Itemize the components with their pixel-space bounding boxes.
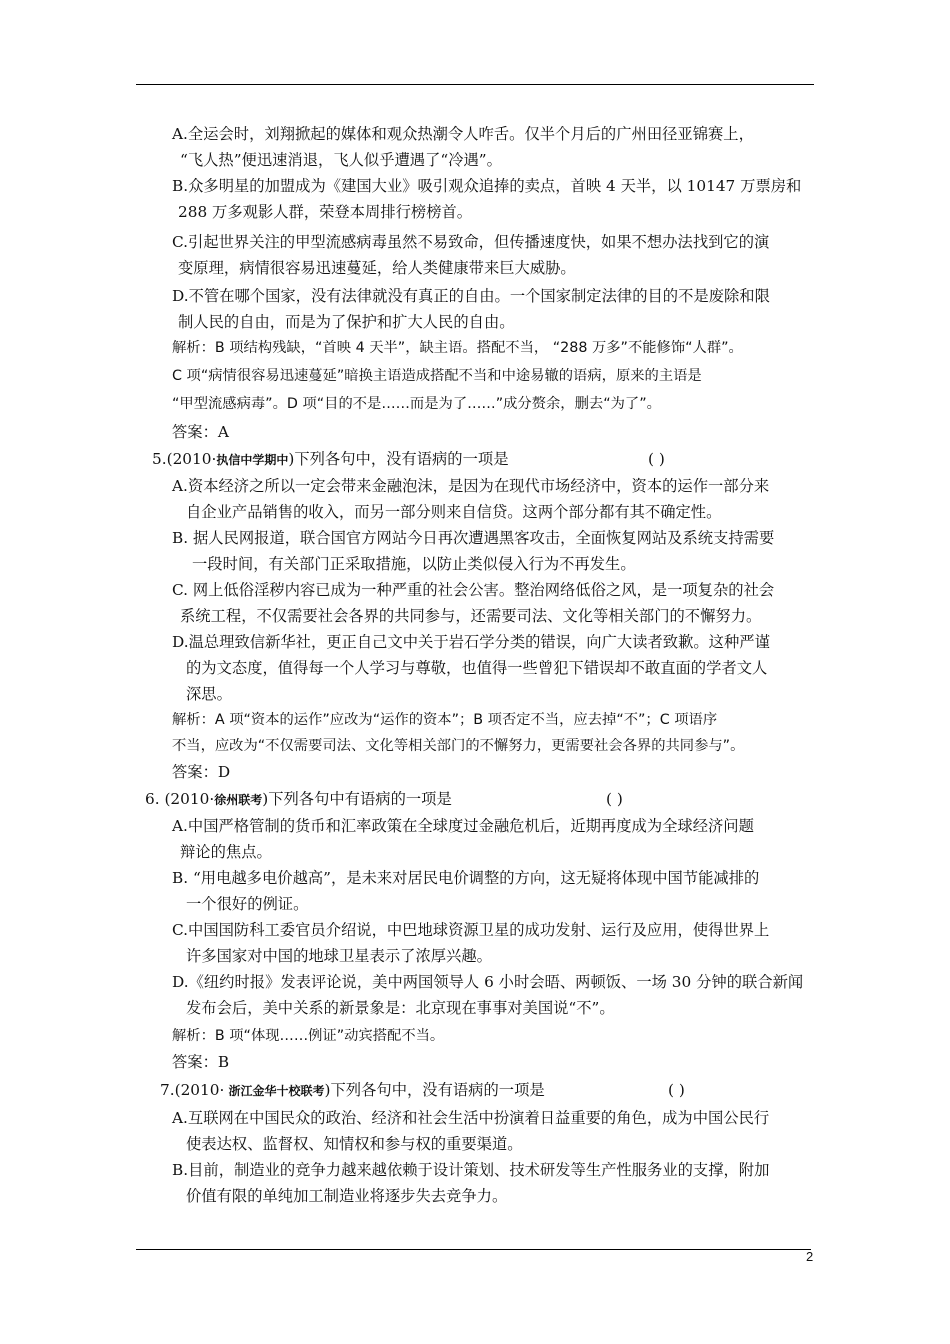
- option-b-line1: B. 据人民网报道，联合国官方网站今日再次遭遇黑客攻击，全面恢复网站及系统支持需要: [172, 529, 775, 547]
- option-a-line1: A.互联网在中国民众的政治、经济和社会生活中扮演着日益重要的角色，成为中国公民行: [172, 1109, 770, 1127]
- question-source: 徐州联考: [214, 793, 263, 807]
- answer: 答案：B: [172, 1053, 230, 1071]
- answer-blank: ( ): [648, 450, 665, 468]
- question-6-stem: [145, 789, 452, 810]
- question-text: )下列各句中，没有语病的一项是: [324, 1081, 545, 1099]
- answer-blank: ( ): [668, 1081, 685, 1099]
- option-d-line2: 的为文态度，值得每一个人学习与尊敬，也值得一些曾犯下错误却不敢直面的学者文人: [186, 659, 768, 677]
- option-b-line2: 价值有限的单纯加工制造业将逐步失去竞争力。: [186, 1187, 508, 1205]
- question-5-stem: [152, 449, 509, 470]
- analysis-line1: 解析：A 项“资本的运作”应改为“运作的资本”；B 项否定不当，应去掉“不”；C 项语序: [172, 712, 718, 728]
- question-number: 6. (2010·: [145, 790, 215, 808]
- question-source: 执信中学期中: [216, 453, 289, 467]
- question-text: )下列各句中有语病的一项是: [262, 790, 452, 808]
- question-source: 浙江金华十校联考: [224, 1084, 325, 1098]
- question-number: 7.(2010·: [160, 1081, 225, 1099]
- option-d-line1: D.温总理致信新华社，更正自己文中关于岩石学分类的错误，向广大读者致歉。这种严谨: [172, 633, 770, 651]
- header-rule: [136, 84, 814, 85]
- analysis-line1: 解析：B 项结构残缺，“首映 4 天半”，缺主语。搭配不当， “288 万多”不能修饰“人群”。: [172, 340, 743, 356]
- option-c-line1: C. 网上低俗淫秽内容已成为一种严重的社会公害。整治网络低俗之风，是一项复杂的社会: [172, 581, 775, 599]
- answer-blank: ( ): [606, 790, 623, 808]
- analysis-line2: C 项“病情很容易迅速蔓延”暗换主语造成搭配不当和中途易辙的语病，原来的主语是: [172, 368, 702, 384]
- option-b-line2: 288 万多观影人群，荣登本周排行榜榜首。: [178, 203, 473, 221]
- option-a-line2: 辩论的焦点。: [180, 843, 272, 861]
- analysis-line3: “甲型流感病毒”。D 项“目的不是……而是为了……”成分赘余，删去“为了”。: [172, 396, 661, 412]
- option-c-line2: 系统工程，不仅需要社会各界的共同参与，还需要司法、文化等相关部门的不懈努力。: [180, 607, 762, 625]
- option-a-line1: A.全运会时，刘翔掀起的媒体和观众热潮令人咋舌。仅半个月后的广州田径亚锦赛上，: [172, 125, 754, 143]
- option-c-line1: C.引起世界关注的甲型流感病毒虽然不易致命，但传播速度快，如果不想办法找到它的演: [172, 233, 770, 251]
- option-a-line2: 使表达权、监督权、知情权和参与权的重要渠道。: [186, 1135, 523, 1153]
- option-b-line2: 一段时间，有关部门正采取措施，以防止类似侵入行为不再发生。: [192, 555, 636, 573]
- question-7-stem: [160, 1080, 545, 1101]
- answer: 答案：A: [172, 423, 229, 441]
- answer: 答案：D: [172, 763, 231, 781]
- option-b-line1: B. “用电越多电价越高”，是未来对居民电价调整的方向，这无疑将体现中国节能减排的: [172, 869, 760, 887]
- option-b-line1: B.目前，制造业的竞争力越来越依赖于设计策划、技术研发等生产性服务业的支撑，附加: [172, 1161, 770, 1179]
- option-c-line2: 变原理，病情很容易迅速蔓延，给人类健康带来巨大威胁。: [178, 259, 576, 277]
- page-number: 2: [806, 1249, 814, 1264]
- option-d-line3: 深思。: [186, 685, 232, 703]
- option-c-line1: C.中国国防科工委官员介绍说，中巴地球资源卫星的成功发射、运行及应用，使得世界上: [172, 921, 770, 939]
- option-a-line1: A.中国严格管制的货币和汇率政策在全球度过金融危机后，近期再度成为全球经济问题: [172, 817, 754, 835]
- option-d-line1: D.《纽约时报》发表评论说，美中两国领导人 6 小时会晤、两顿饭、一场 30 分钟的联合新闻: [172, 973, 804, 991]
- analysis-line1: 解析：B 项“体现……例证”动宾搭配不当。: [172, 1028, 445, 1044]
- option-c-line2: 许多国家对中国的地球卫星表示了浓厚兴趣。: [186, 947, 492, 965]
- option-d-line1: D.不管在哪个国家，没有法律就没有真正的自由。一个国家制定法律的目的不是废除和限: [172, 287, 770, 305]
- footer-rule: [136, 1249, 811, 1250]
- option-a-line1: A.资本经济之所以一定会带来金融泡沫，是因为在现代市场经济中，资本的运作一部分来: [172, 477, 770, 495]
- question-number: 5.(2010·: [152, 450, 217, 468]
- option-d-line2: 制人民的自由，而是为了保护和扩大人民的自由。: [178, 313, 515, 331]
- option-a-line2: 自企业产品销售的收入，而另一部分则来自信贷。这两个部分都有其不确定性。: [186, 503, 722, 521]
- option-b-line1: B.众多明星的加盟成为《建国大业》吸引观众追捧的卖点，首映 4 天半，以 10147 万票房和: [172, 177, 802, 195]
- question-text: )下列各句中，没有语病的一项是: [288, 450, 509, 468]
- option-b-line2: 一个很好的例证。: [186, 895, 309, 913]
- option-d-line2: 发布会后，美中关系的新景象是：北京现在事事对美国说“不”。: [186, 999, 615, 1017]
- option-a-line2: “飞人热”便迅速消退，飞人似乎遭遇了“冷遇”。: [180, 151, 502, 169]
- analysis-line2: 不当，应改为“不仅需要司法、文化等相关部门的不懈努力，更需要社会各界的共同参与”。: [172, 738, 745, 754]
